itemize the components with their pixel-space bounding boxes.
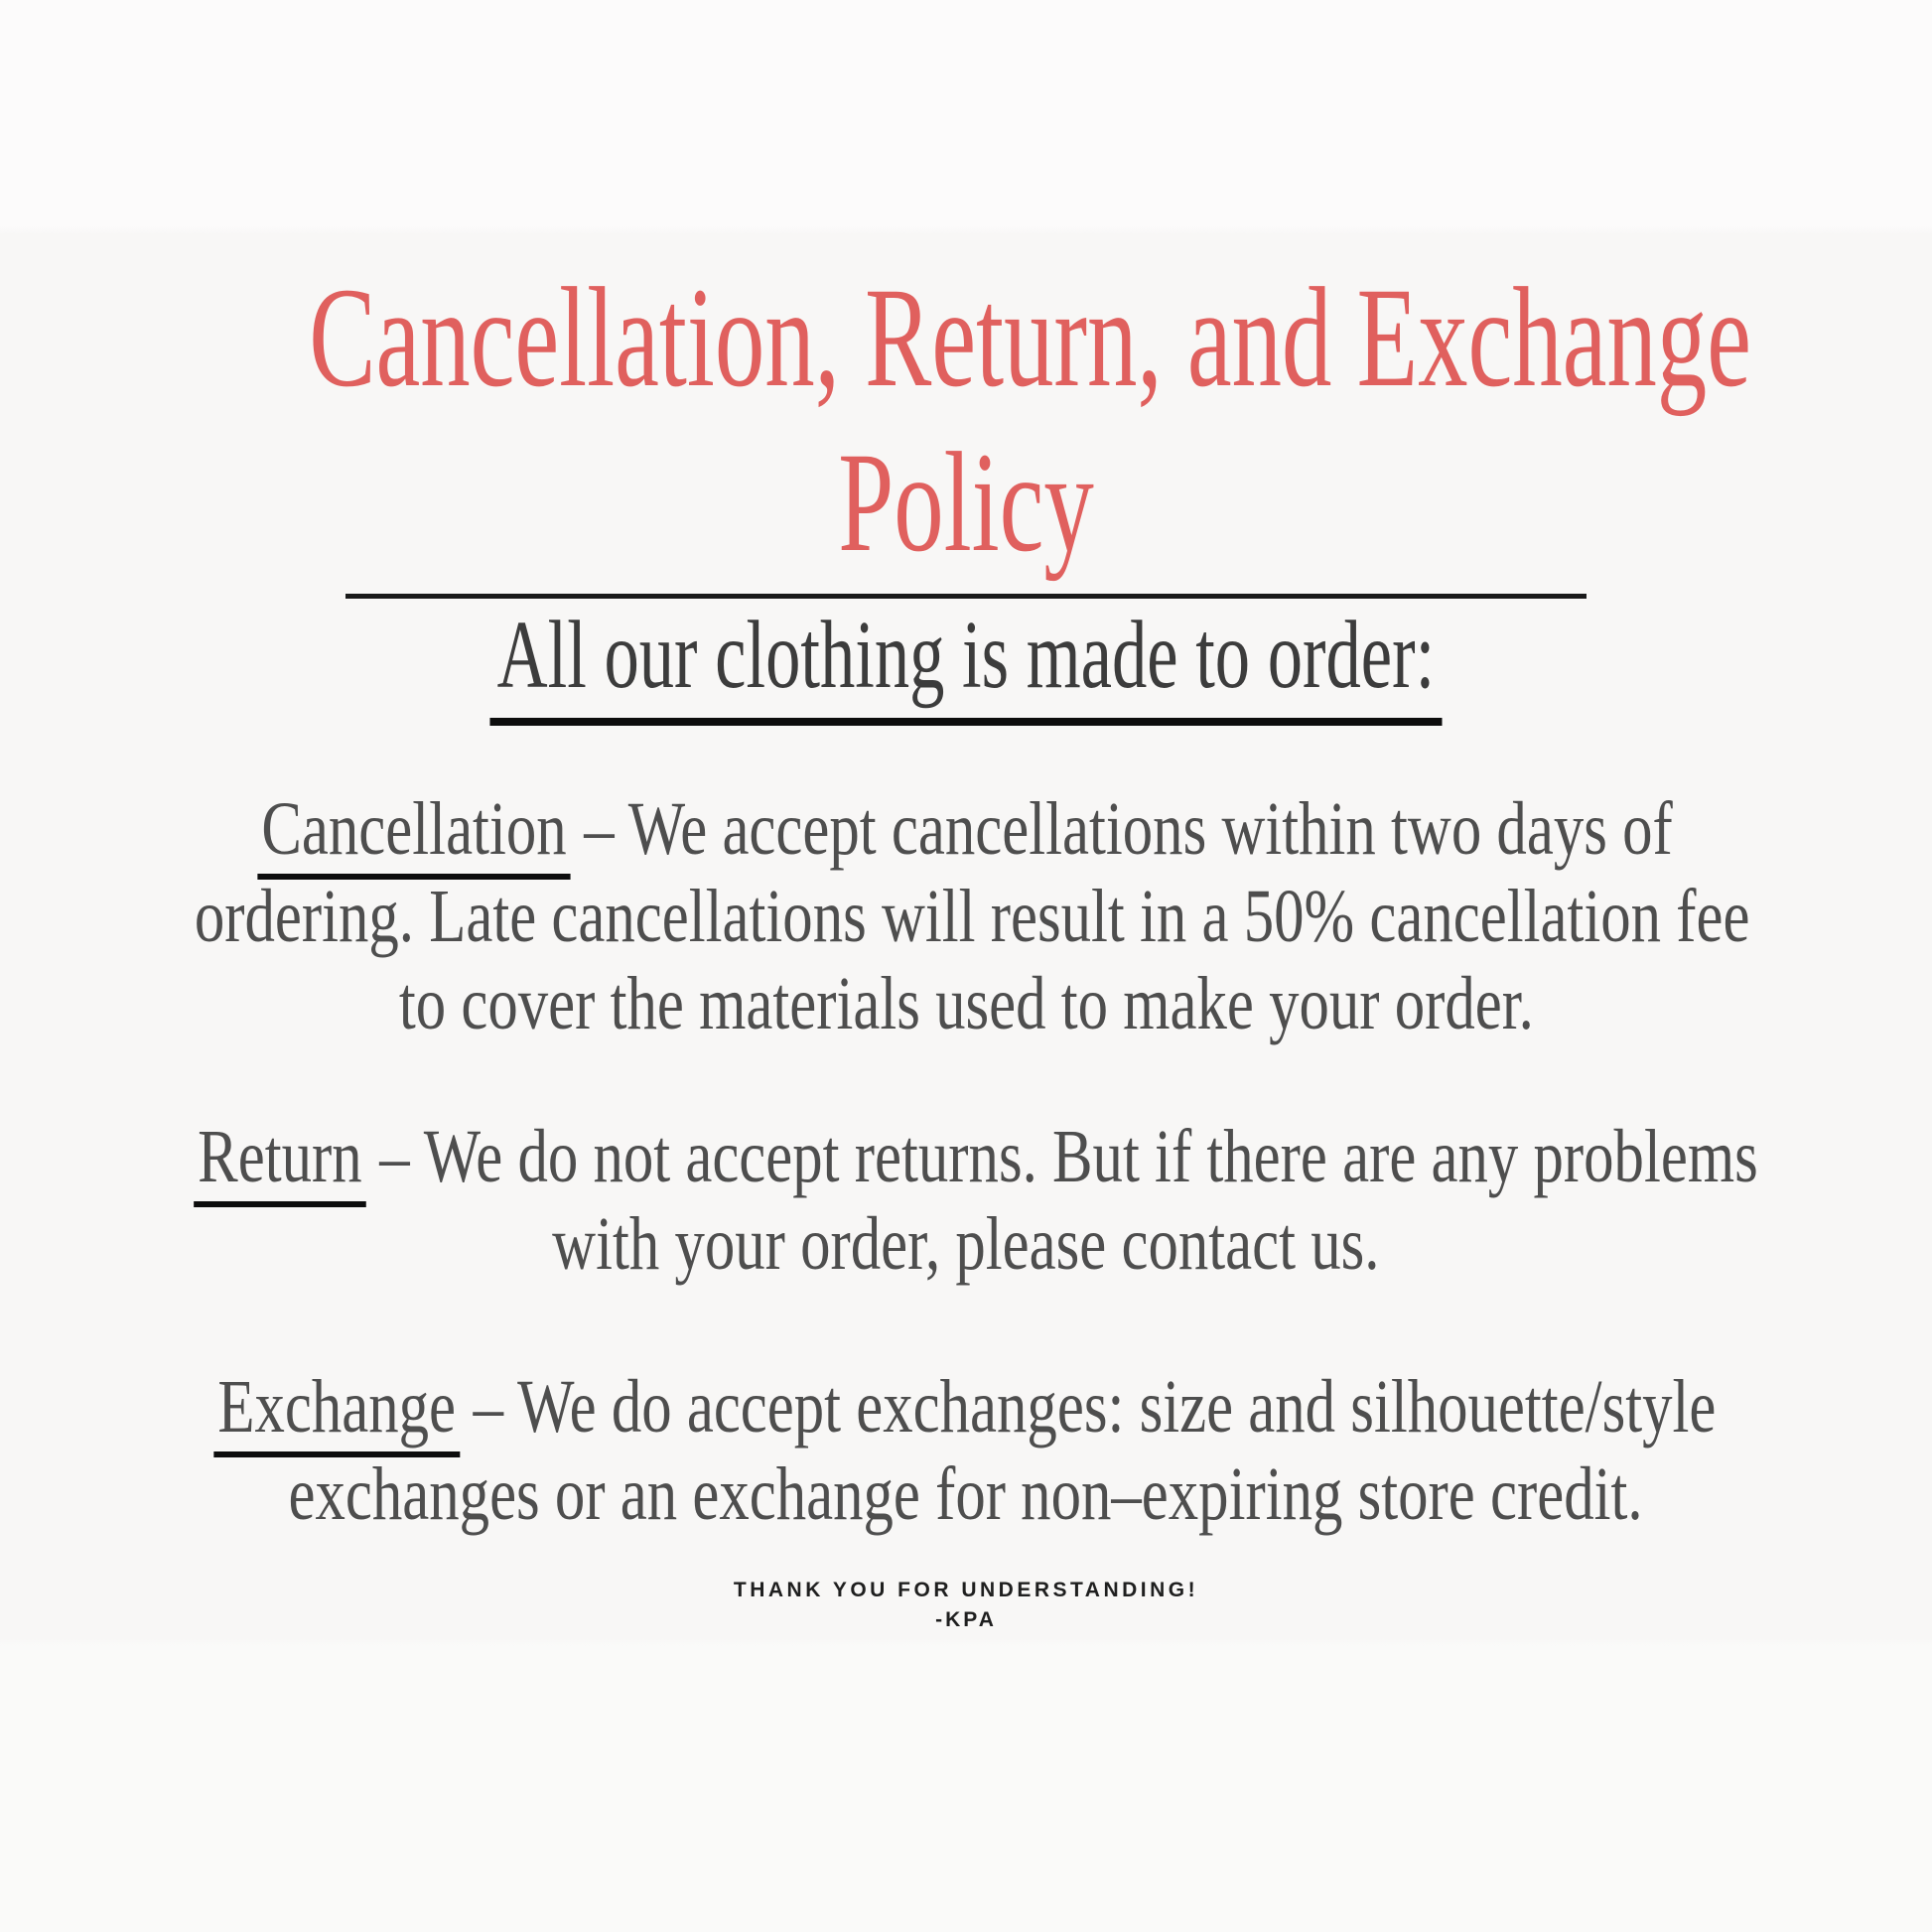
section-exchange-line2: exchanges or an exchange for non–expiring store credit.: [288, 1452, 1644, 1536]
section-exchange-line1-rest: – We do accept exchanges: size and silhouette/style: [458, 1365, 1717, 1449]
policy-section-cancellation: [0, 785, 1932, 1047]
subtitle-text: All our clothing is made to order:: [490, 597, 1443, 726]
policy-section-return: [0, 1113, 1932, 1288]
title-line-1: [0, 256, 1932, 421]
section-return-line1-rest: – We do not accept returns. But if there are any problems: [364, 1115, 1758, 1198]
footer: [0, 1576, 1932, 1635]
page-title: [0, 0, 1932, 586]
section-cancellation-line2: ordering. Late cancellations will result in a 50% cancellation fee: [194, 875, 1750, 958]
title-line-2: [0, 421, 1932, 586]
title-line-1-text: Cancellation, Return, and Exchange: [309, 259, 1751, 417]
section-cancellation-line3: to cover the materials used to make your order.: [398, 962, 1534, 1045]
section-term-cancellation: Cancellation: [258, 787, 571, 880]
subtitle: [0, 597, 1932, 726]
section-term-return: Return: [194, 1115, 365, 1207]
footer-signature: -KPA: [935, 1608, 997, 1631]
section-return-line2: with your order, please contact us.: [552, 1202, 1380, 1286]
title-line-2-text: Policy: [838, 424, 1094, 582]
policy-section-exchange: [0, 1363, 1932, 1538]
section-term-exchange: Exchange: [214, 1365, 461, 1457]
footer-thanks: THANK YOU FOR UNDERSTANDING!: [733, 1579, 1199, 1601]
section-cancellation-line1-rest: – We accept cancellations within two days of: [569, 787, 1673, 871]
